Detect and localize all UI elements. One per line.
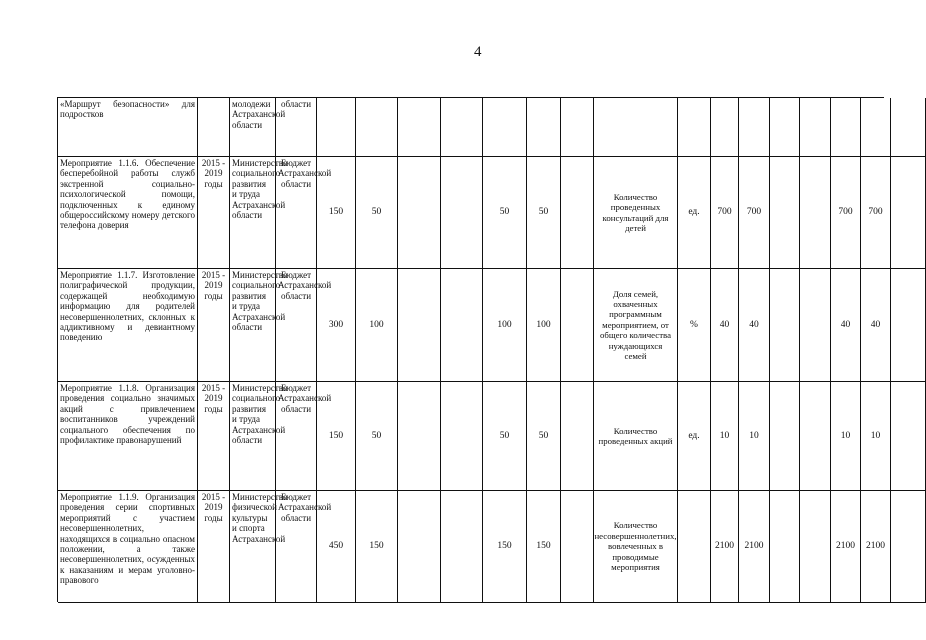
funding-source-cell: Бюджет Астраханской области bbox=[276, 269, 317, 382]
indicator-2018-cell bbox=[800, 491, 831, 603]
indicator-cell: Количество проведенных консультаций для детей bbox=[594, 157, 678, 269]
executor-cell: Министерство социального развития и труда Астраханской области bbox=[230, 157, 276, 269]
indicator-2019-cell bbox=[831, 98, 861, 157]
indicator-2017-cell bbox=[770, 491, 800, 603]
amount-2019-cell: 50 bbox=[527, 157, 561, 269]
indicator-2016-cell: 10 bbox=[739, 382, 770, 491]
funding-source-cell: области bbox=[276, 98, 317, 157]
total-amount-cell: 150 bbox=[317, 157, 356, 269]
indicator-2016-cell: 2100 bbox=[739, 491, 770, 603]
amount-2018-cell bbox=[483, 98, 527, 157]
indicator-2015-cell: 700 bbox=[711, 157, 739, 269]
indicator-extra-cell bbox=[891, 491, 926, 603]
indicator-2015-cell bbox=[711, 98, 739, 157]
unit-cell bbox=[678, 491, 711, 603]
indicator-2019-cell: 40 bbox=[831, 269, 861, 382]
indicator-cell: Доля семей, охваченных программным мероприятием, от общего количества нуждающихся семей bbox=[594, 269, 678, 382]
indicator-2016-cell: 40 bbox=[739, 269, 770, 382]
amount-2016-cell bbox=[398, 382, 441, 491]
amount-2015-cell: 50 bbox=[356, 382, 398, 491]
indicator-extra-cell bbox=[891, 98, 926, 157]
amount-2019-cell bbox=[527, 98, 561, 157]
amount-2016-cell bbox=[398, 491, 441, 603]
total-amount-cell: 450 bbox=[317, 491, 356, 603]
indicator-cell bbox=[594, 98, 678, 157]
amount-2017-cell bbox=[441, 491, 483, 603]
amount-2017-cell bbox=[441, 382, 483, 491]
amount-2018-cell: 50 bbox=[483, 382, 527, 491]
total-amount-cell: 300 bbox=[317, 269, 356, 382]
period-cell: 2015 - 2019 годы bbox=[198, 491, 230, 603]
amount-2019-cell: 100 bbox=[527, 269, 561, 382]
indicator-2019-cell: 10 bbox=[831, 382, 861, 491]
indicator-2016-cell bbox=[739, 98, 770, 157]
amount-extra-cell bbox=[561, 382, 594, 491]
amount-2019-cell: 50 bbox=[527, 382, 561, 491]
indicator-extra-cell bbox=[891, 382, 926, 491]
indicator-2015-cell: 40 bbox=[711, 269, 739, 382]
activity-cell: Мероприятие 1.1.9. Организация проведения серии спортивных мероприятий с участием несовершеннолетних, находящихся в социально опасном положении, а также несовершеннолетних, осужденных к наказаниям и мерам уголовно-правового bbox=[58, 491, 198, 603]
indicator-2019-cell: 2100 bbox=[831, 491, 861, 603]
unit-cell: ед. bbox=[678, 157, 711, 269]
indicator-2020-cell bbox=[861, 98, 891, 157]
executor-cell: Министерство социального развития и труда Астраханской области bbox=[230, 269, 276, 382]
amount-2016-cell bbox=[398, 269, 441, 382]
indicator-2017-cell bbox=[770, 98, 800, 157]
indicator-2018-cell bbox=[800, 269, 831, 382]
indicator-2020-cell: 700 bbox=[861, 157, 891, 269]
funding-source-cell: Бюджет Астраханской области bbox=[276, 157, 317, 269]
period-cell bbox=[198, 98, 230, 157]
executor-cell: Министерство социального развития и труда Астраханской области bbox=[230, 382, 276, 491]
unit-cell bbox=[678, 98, 711, 157]
amount-2015-cell: 50 bbox=[356, 157, 398, 269]
amount-2015-cell bbox=[356, 98, 398, 157]
activity-cell: «Маршрут безопасности» для подростков bbox=[58, 98, 198, 157]
indicator-2019-cell: 700 bbox=[831, 157, 861, 269]
indicator-2016-cell: 700 bbox=[739, 157, 770, 269]
indicator-2020-cell: 40 bbox=[861, 269, 891, 382]
amount-extra-cell bbox=[561, 269, 594, 382]
page-number: 4 bbox=[474, 44, 482, 60]
amount-2018-cell: 50 bbox=[483, 157, 527, 269]
activity-cell: Мероприятие 1.1.6. Обеспечение бесперебойной работы служб экстренной социально-психологической помощи, подключенных к единому общероссийскому номеру детского телефона доверия bbox=[58, 157, 198, 269]
indicator-2018-cell bbox=[800, 382, 831, 491]
indicator-2015-cell: 10 bbox=[711, 382, 739, 491]
amount-extra-cell bbox=[561, 98, 594, 157]
total-amount-cell: 150 bbox=[317, 382, 356, 491]
period-cell: 2015 - 2019 годы bbox=[198, 269, 230, 382]
indicator-cell: Количество несовершеннолетних, вовлеченных в проводимые мероприятия bbox=[594, 491, 678, 603]
activity-cell: Мероприятие 1.1.7. Изготовление полиграфической продукции, содержащей необходимую информацию для родителей несовершеннолетних, склонных к аддиктивному и девиантному поведению bbox=[58, 269, 198, 382]
unit-cell: ед. bbox=[678, 382, 711, 491]
indicator-2017-cell bbox=[770, 269, 800, 382]
funding-source-cell: Бюджет Астраханской области bbox=[276, 491, 317, 603]
amount-2018-cell: 100 bbox=[483, 269, 527, 382]
amount-2016-cell bbox=[398, 98, 441, 157]
amount-extra-cell bbox=[561, 491, 594, 603]
executor-cell: молодежи Астраханской области bbox=[230, 98, 276, 157]
unit-cell: % bbox=[678, 269, 711, 382]
activity-cell: Мероприятие 1.1.8. Организация проведения социально значимых акций с привлечением воспитанников учреждений социального обеспечения по профилактике правонарушений bbox=[58, 382, 198, 491]
indicator-extra-cell bbox=[891, 157, 926, 269]
indicator-2018-cell bbox=[800, 157, 831, 269]
indicator-cell: Количество проведенных акций bbox=[594, 382, 678, 491]
total-amount-cell bbox=[317, 98, 356, 157]
indicator-extra-cell bbox=[891, 269, 926, 382]
indicator-2015-cell: 2100 bbox=[711, 491, 739, 603]
amount-2016-cell bbox=[398, 157, 441, 269]
amount-2018-cell: 150 bbox=[483, 491, 527, 603]
period-cell: 2015 - 2019 годы bbox=[198, 157, 230, 269]
amount-2017-cell bbox=[441, 157, 483, 269]
amount-2015-cell: 100 bbox=[356, 269, 398, 382]
amount-extra-cell bbox=[561, 157, 594, 269]
program-activities-table bbox=[57, 97, 884, 602]
indicator-2017-cell bbox=[770, 157, 800, 269]
amount-2017-cell bbox=[441, 98, 483, 157]
indicator-2020-cell: 2100 bbox=[861, 491, 891, 603]
period-cell: 2015 - 2019 годы bbox=[198, 382, 230, 491]
amount-2015-cell: 150 bbox=[356, 491, 398, 603]
funding-source-cell: Бюджет Астраханской области bbox=[276, 382, 317, 491]
indicator-2017-cell bbox=[770, 382, 800, 491]
executor-cell: Министерство физической культуры и спорта Астраханской bbox=[230, 491, 276, 603]
indicator-2018-cell bbox=[800, 98, 831, 157]
indicator-2020-cell: 10 bbox=[861, 382, 891, 491]
amount-2017-cell bbox=[441, 269, 483, 382]
amount-2019-cell: 150 bbox=[527, 491, 561, 603]
